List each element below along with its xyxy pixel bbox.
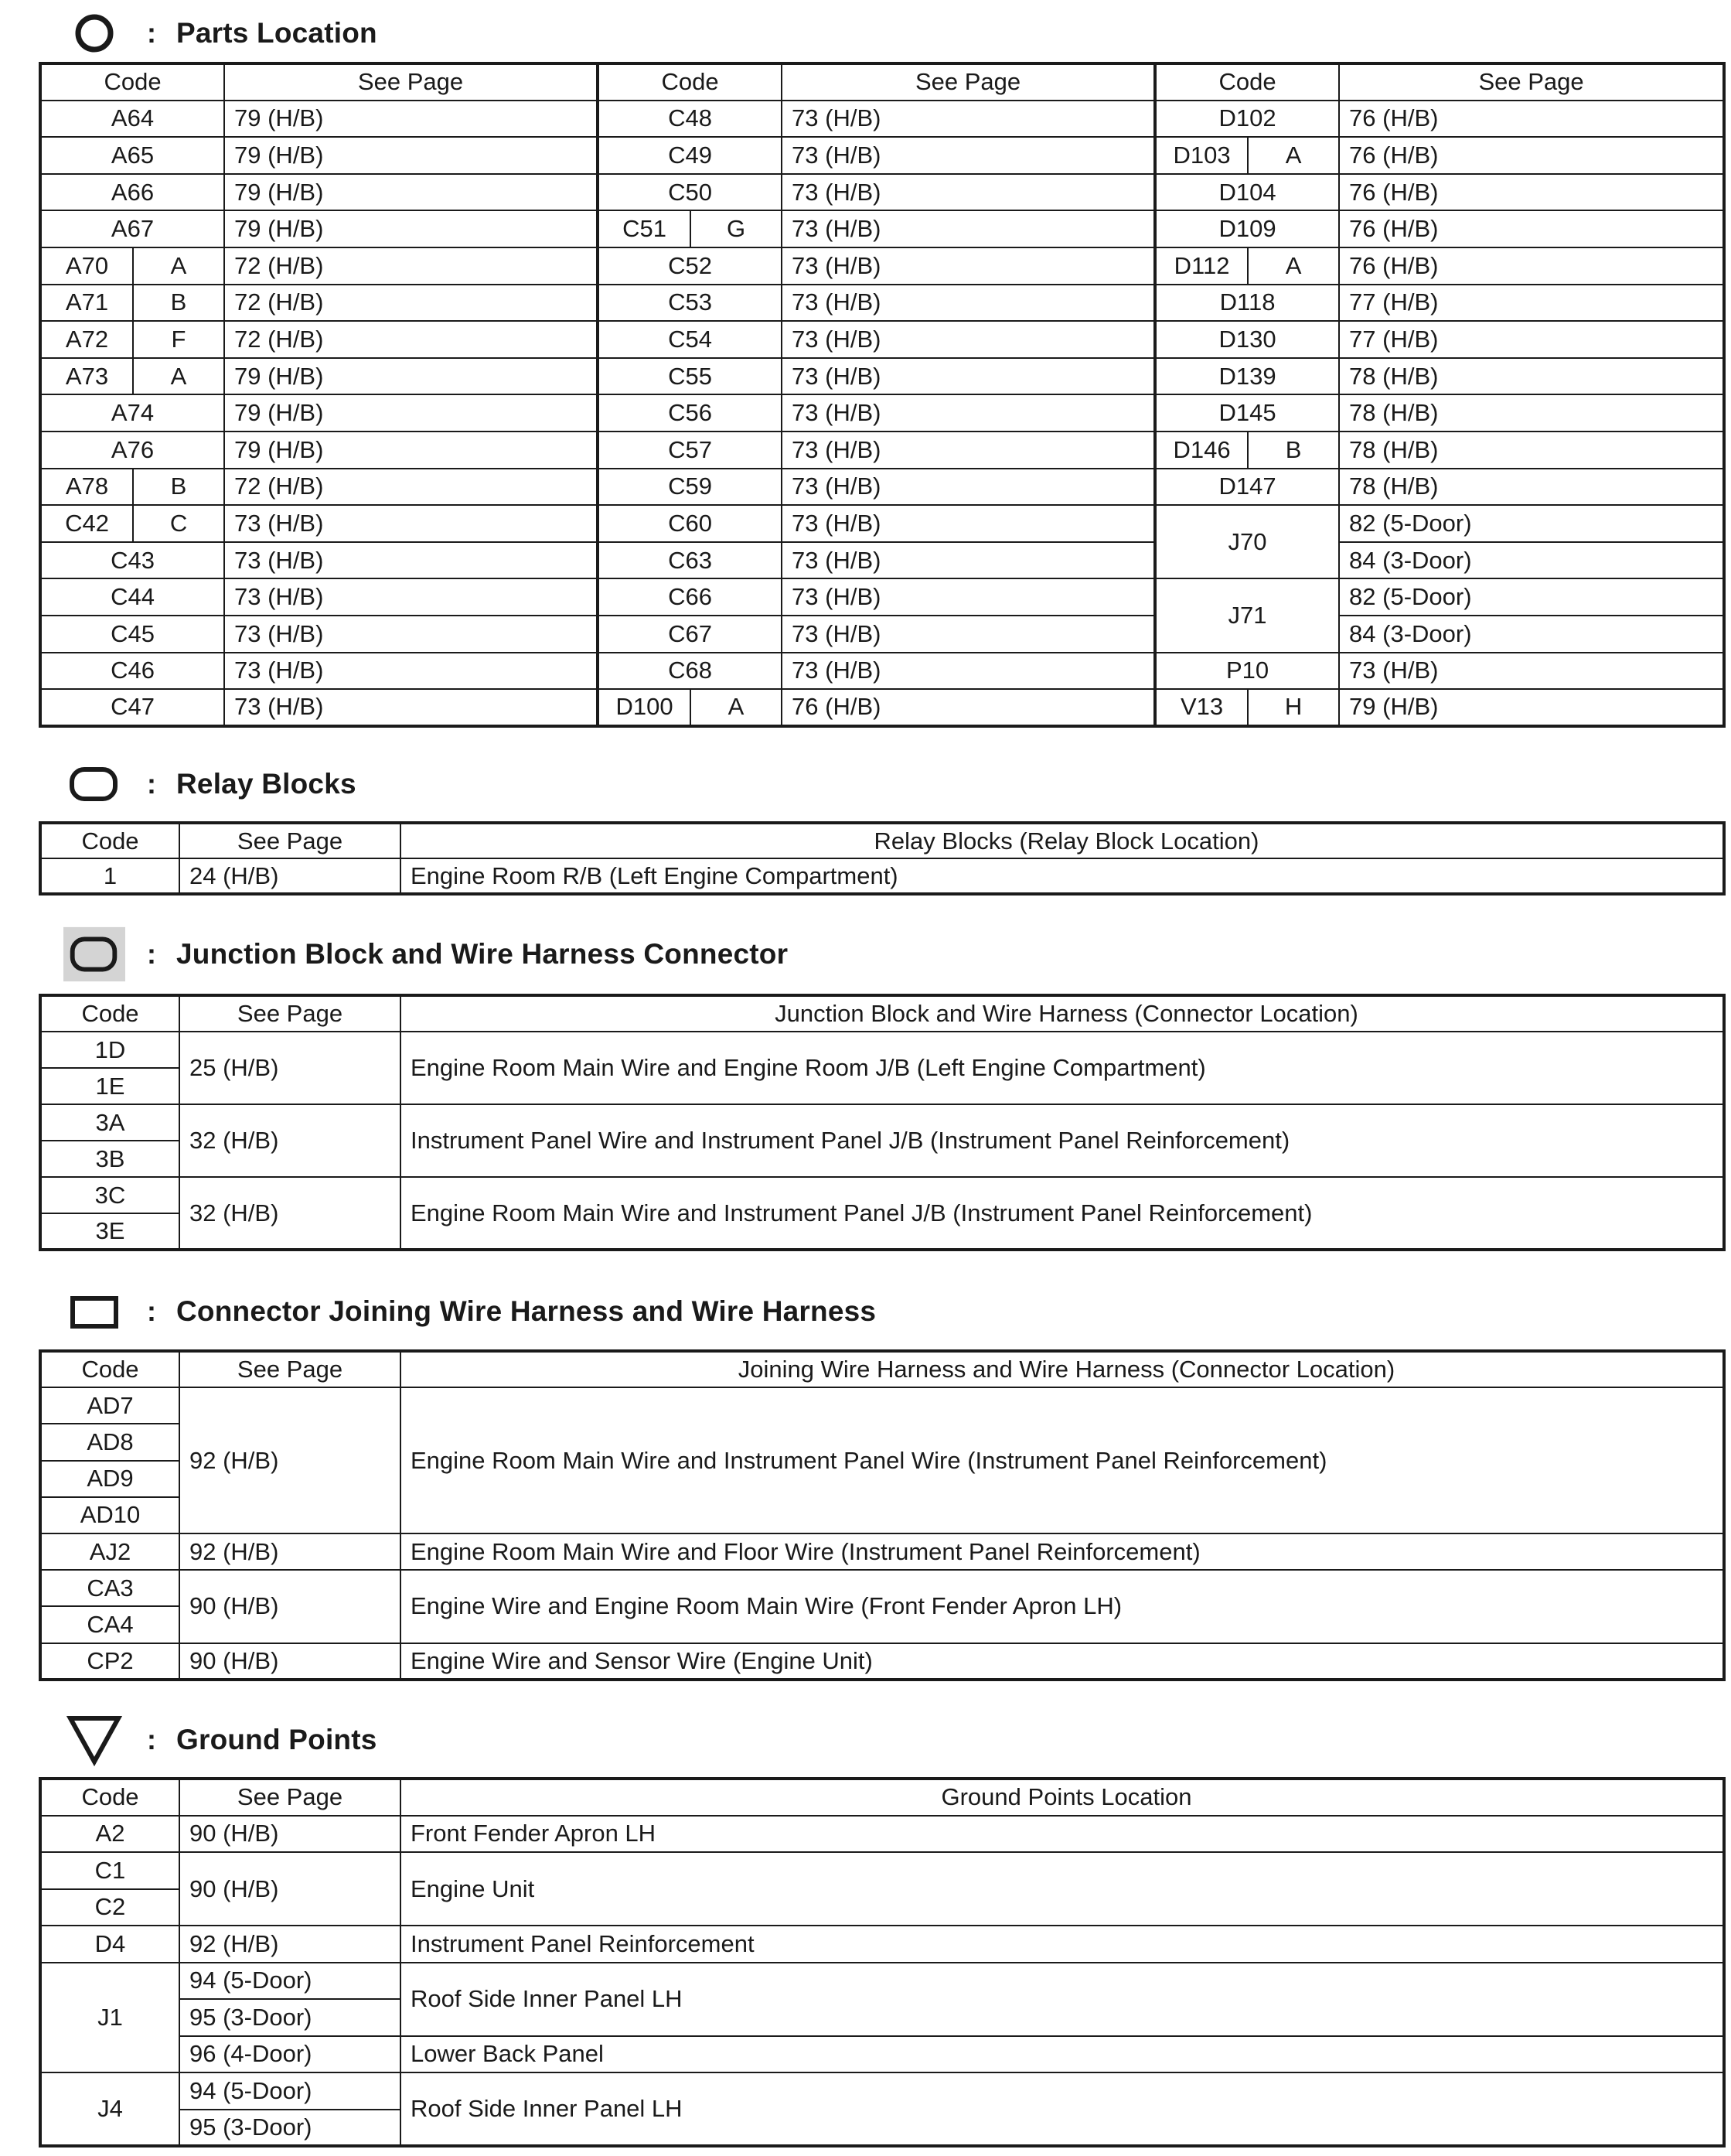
location-cell: Roof Side Inner Panel LH <box>400 2072 1724 2146</box>
see-page-cell: 72 (H/B) <box>224 321 598 358</box>
see-page-cell: 73 (H/B) <box>782 578 1155 616</box>
see-page-cell: 73 (H/B) <box>782 542 1155 579</box>
code-cell: C57 <box>598 432 782 469</box>
code-cell: D103 <box>1155 137 1248 174</box>
subcode-cell: A <box>690 689 782 726</box>
section-title: Junction Block and Wire Harness Connector <box>176 938 789 970</box>
code-cell: C49 <box>598 137 782 174</box>
table-row <box>40 505 1724 542</box>
code-cell: C63 <box>598 542 782 579</box>
see-page-cell: 73 (H/B) <box>782 285 1155 322</box>
column-header-code: Code <box>40 1779 179 1816</box>
table-row <box>40 469 1724 506</box>
code-cell: 3A <box>40 1104 179 1141</box>
subcode-cell: C <box>133 505 224 542</box>
code-cell: C68 <box>598 653 782 690</box>
code-cell: A71 <box>40 285 133 322</box>
code-cell: J1 <box>40 1963 179 2073</box>
see-page-cell: 73 (H/B) <box>1339 653 1724 690</box>
code-cell: A76 <box>40 432 224 469</box>
see-page-cell: 82 (5-Door) <box>1339 505 1724 542</box>
location-cell: Lower Back Panel <box>400 2036 1724 2073</box>
location-cell: Engine Wire and Engine Room Main Wire (Front Fender Apron LH) <box>400 1570 1724 1643</box>
see-page-cell: 76 (H/B) <box>782 689 1155 726</box>
code-cell: A66 <box>40 174 224 211</box>
code-cell: C1 <box>40 1852 179 1889</box>
code-cell: 1E <box>40 1068 179 1104</box>
see-page-cell: 79 (H/B) <box>224 394 598 432</box>
ground-points-header <box>63 1717 377 1763</box>
code-cell: D146 <box>1155 432 1248 469</box>
see-page-cell: 78 (H/B) <box>1339 394 1724 432</box>
table-row <box>40 285 1724 322</box>
ground-points-table <box>39 1777 1726 2147</box>
code-cell: D4 <box>40 1926 179 1963</box>
table-row <box>40 616 1724 653</box>
junction-block-header <box>63 931 788 977</box>
table-row <box>40 1104 1724 1141</box>
subcode-cell: A <box>1248 137 1339 174</box>
code-cell: AD8 <box>40 1424 179 1460</box>
see-page-cell: 73 (H/B) <box>224 616 598 653</box>
code-cell: D102 <box>1155 101 1339 138</box>
code-cell: C42 <box>40 505 133 542</box>
table-row <box>40 174 1724 211</box>
code-cell: C60 <box>598 505 782 542</box>
see-page-cell: 25 (H/B) <box>179 1032 400 1104</box>
code-cell: A64 <box>40 101 224 138</box>
code-cell: A78 <box>40 469 133 506</box>
see-page-cell: 77 (H/B) <box>1339 285 1724 322</box>
see-page-cell: 79 (H/B) <box>224 174 598 211</box>
see-page-cell: 73 (H/B) <box>782 247 1155 285</box>
code-cell: D112 <box>1155 247 1248 285</box>
see-page-cell: 73 (H/B) <box>782 505 1155 542</box>
code-cell: 3C <box>40 1177 179 1213</box>
subcode-cell: H <box>1248 689 1339 726</box>
column-header-location: Junction Block and Wire Harness (Connector Location) <box>400 995 1724 1032</box>
relay-blocks-header <box>63 761 356 807</box>
see-page-cell: 73 (H/B) <box>224 542 598 579</box>
section-colon: : <box>147 938 156 970</box>
code-cell: A70 <box>40 247 133 285</box>
code-cell: C46 <box>40 653 224 690</box>
see-page-cell: 73 (H/B) <box>782 469 1155 506</box>
location-cell: Engine Unit <box>400 1852 1724 1926</box>
code-cell: C43 <box>40 542 224 579</box>
code-cell: C55 <box>598 358 782 395</box>
relay-blocks-table <box>39 821 1726 895</box>
table-row <box>40 1963 1724 2000</box>
column-header-see-page: See Page <box>179 995 400 1032</box>
table-row <box>40 653 1724 690</box>
table-row <box>40 1643 1724 1680</box>
subcode-cell: B <box>133 469 224 506</box>
code-cell: CA4 <box>40 1606 179 1643</box>
see-page-cell: 72 (H/B) <box>224 469 598 506</box>
see-page-cell: 73 (H/B) <box>782 653 1155 690</box>
see-page-cell: 92 (H/B) <box>179 1926 400 1963</box>
column-header-see-page: See Page <box>179 1779 400 1816</box>
location-cell: Instrument Panel Reinforcement <box>400 1926 1724 1963</box>
see-page-cell: 76 (H/B) <box>1339 210 1724 247</box>
column-header-code: Code <box>40 995 179 1032</box>
table-row <box>40 1387 1724 1424</box>
column-header-see-page: See Page <box>1339 63 1724 101</box>
see-page-cell: 78 (H/B) <box>1339 358 1724 395</box>
see-page-cell: 78 (H/B) <box>1339 469 1724 506</box>
subcode-cell: A <box>133 247 224 285</box>
see-page-cell: 79 (H/B) <box>1339 689 1724 726</box>
see-page-cell: 84 (3-Door) <box>1339 542 1724 579</box>
code-cell: C50 <box>598 174 782 211</box>
column-header-code: Code <box>598 63 782 101</box>
table-row <box>40 432 1724 469</box>
see-page-cell: 73 (H/B) <box>782 137 1155 174</box>
location-cell: Instrument Panel Wire and Instrument Panel J/B (Instrument Panel Reinforcement) <box>400 1104 1724 1177</box>
see-page-cell: 73 (H/B) <box>224 505 598 542</box>
code-cell: 1 <box>40 858 179 894</box>
connector-joining-table <box>39 1349 1726 1681</box>
see-page-cell: 73 (H/B) <box>224 578 598 616</box>
table-row <box>40 321 1724 358</box>
table-row <box>40 247 1724 285</box>
code-cell: C56 <box>598 394 782 432</box>
table-row <box>40 210 1724 247</box>
parts-location-table <box>39 62 1726 728</box>
table-row <box>40 1570 1724 1606</box>
rectangle-icon <box>63 1288 125 1335</box>
subcode-cell: F <box>133 321 224 358</box>
code-cell: 3B <box>40 1141 179 1177</box>
column-header-see-page: See Page <box>179 1351 400 1387</box>
see-page-cell: 73 (H/B) <box>782 616 1155 653</box>
parts-location-header <box>63 10 377 56</box>
table-row <box>40 137 1724 174</box>
subcode-cell: B <box>133 285 224 322</box>
column-header-see-page: See Page <box>782 63 1155 101</box>
code-cell: C53 <box>598 285 782 322</box>
see-page-cell: 76 (H/B) <box>1339 247 1724 285</box>
rounded-rect-icon <box>63 761 125 807</box>
junction-block-table <box>39 994 1726 1251</box>
see-page-cell: 96 (4-Door) <box>179 2036 400 2073</box>
code-cell: C44 <box>40 578 224 616</box>
code-cell: C51 <box>598 210 690 247</box>
table-row <box>40 394 1724 432</box>
code-cell: D104 <box>1155 174 1339 211</box>
table-row <box>40 1177 1724 1213</box>
see-page-cell: 90 (H/B) <box>179 1643 400 1680</box>
see-page-cell: 79 (H/B) <box>224 137 598 174</box>
connector-joining-header <box>63 1288 876 1335</box>
code-cell: V13 <box>1155 689 1248 726</box>
section-title: Parts Location <box>176 17 377 49</box>
section-title: Connector Joining Wire Harness and Wire Harness <box>176 1295 877 1327</box>
section-colon: : <box>147 1724 156 1755</box>
code-cell: C54 <box>598 321 782 358</box>
see-page-cell: 76 (H/B) <box>1339 137 1724 174</box>
see-page-cell: 73 (H/B) <box>782 321 1155 358</box>
see-page-cell: 76 (H/B) <box>1339 174 1724 211</box>
see-page-cell: 24 (H/B) <box>179 858 400 894</box>
column-header-code: Code <box>40 1351 179 1387</box>
see-page-cell: 90 (H/B) <box>179 1816 400 1853</box>
table-row <box>40 689 1724 726</box>
column-header-code: Code <box>1155 63 1339 101</box>
location-cell: Engine Wire and Sensor Wire (Engine Unit) <box>400 1643 1724 1680</box>
see-page-cell: 77 (H/B) <box>1339 321 1724 358</box>
see-page-cell: 79 (H/B) <box>224 101 598 138</box>
see-page-cell: 78 (H/B) <box>1339 432 1724 469</box>
see-page-cell: 72 (H/B) <box>224 247 598 285</box>
column-header-code: Code <box>40 823 179 858</box>
code-cell: C59 <box>598 469 782 506</box>
see-page-cell: 73 (H/B) <box>224 689 598 726</box>
code-cell: D145 <box>1155 394 1339 432</box>
code-cell: D147 <box>1155 469 1339 506</box>
see-page-cell: 79 (H/B) <box>224 432 598 469</box>
code-cell: J70 <box>1155 505 1339 578</box>
see-page-cell: 82 (5-Door) <box>1339 578 1724 616</box>
see-page-cell: 73 (H/B) <box>224 653 598 690</box>
see-page-cell: 95 (3-Door) <box>179 2110 400 2147</box>
see-page-cell: 73 (H/B) <box>782 394 1155 432</box>
shaded-rounded-rect-icon <box>63 931 125 977</box>
table-row <box>40 101 1724 138</box>
code-cell: D100 <box>598 689 690 726</box>
see-page-cell: 79 (H/B) <box>224 210 598 247</box>
location-cell: Engine Room Main Wire and Floor Wire (Instrument Panel Reinforcement) <box>400 1533 1724 1570</box>
table-row <box>40 1816 1724 1853</box>
column-header-see-page: See Page <box>224 63 598 101</box>
code-cell: D109 <box>1155 210 1339 247</box>
see-page-cell: 72 (H/B) <box>224 285 598 322</box>
code-cell: 3E <box>40 1213 179 1250</box>
code-cell: C47 <box>40 689 224 726</box>
code-cell: CP2 <box>40 1643 179 1680</box>
see-page-cell: 32 (H/B) <box>179 1104 400 1177</box>
table-row <box>40 2036 1724 2073</box>
location-cell: Engine Room Main Wire and Engine Room J/B (Left Engine Compartment) <box>400 1032 1724 1104</box>
location-cell: Roof Side Inner Panel LH <box>400 1963 1724 2036</box>
code-cell: A65 <box>40 137 224 174</box>
see-page-cell: 79 (H/B) <box>224 358 598 395</box>
section-title: Relay Blocks <box>176 768 356 800</box>
column-header-location: Relay Blocks (Relay Block Location) <box>400 823 1724 858</box>
location-cell: Front Fender Apron LH <box>400 1816 1724 1853</box>
table-row <box>40 578 1724 616</box>
see-page-cell: 92 (H/B) <box>179 1387 400 1533</box>
code-cell: A2 <box>40 1816 179 1853</box>
see-page-cell: 73 (H/B) <box>782 101 1155 138</box>
code-cell: A72 <box>40 321 133 358</box>
code-cell: AJ2 <box>40 1533 179 1570</box>
see-page-cell: 94 (5-Door) <box>179 1963 400 2000</box>
code-cell: C67 <box>598 616 782 653</box>
subcode-cell: A <box>1248 247 1339 285</box>
column-header-location: Ground Points Location <box>400 1779 1724 1816</box>
see-page-cell: 90 (H/B) <box>179 1852 400 1926</box>
code-cell: C66 <box>598 578 782 616</box>
see-page-cell: 73 (H/B) <box>782 174 1155 211</box>
see-page-cell: 95 (3-Door) <box>179 1999 400 2036</box>
see-page-cell: 94 (5-Door) <box>179 2072 400 2110</box>
code-cell: AD10 <box>40 1497 179 1533</box>
table-row <box>40 1032 1724 1068</box>
subcode-cell: G <box>690 210 782 247</box>
code-cell: D139 <box>1155 358 1339 395</box>
code-cell: AD7 <box>40 1387 179 1424</box>
code-cell: C45 <box>40 616 224 653</box>
circle-icon <box>63 10 125 56</box>
code-cell: C48 <box>598 101 782 138</box>
see-page-cell: 73 (H/B) <box>782 210 1155 247</box>
see-page-cell: 76 (H/B) <box>1339 101 1724 138</box>
triangle-down-icon <box>63 1717 125 1763</box>
see-page-cell: 73 (H/B) <box>782 432 1155 469</box>
table-row <box>40 858 1724 894</box>
code-cell: A73 <box>40 358 133 395</box>
code-cell: J4 <box>40 2072 179 2146</box>
code-cell: CA3 <box>40 1570 179 1606</box>
see-page-cell: 92 (H/B) <box>179 1533 400 1570</box>
column-header-code: Code <box>40 63 224 101</box>
see-page-cell: 90 (H/B) <box>179 1570 400 1643</box>
location-cell: Engine Room Main Wire and Instrument Panel J/B (Instrument Panel Reinforcement) <box>400 1177 1724 1250</box>
subcode-cell: B <box>1248 432 1339 469</box>
section-colon: : <box>147 768 156 800</box>
table-row <box>40 1533 1724 1570</box>
column-header-location: Joining Wire Harness and Wire Harness (Connector Location) <box>400 1351 1724 1387</box>
location-cell: Engine Room Main Wire and Instrument Panel Wire (Instrument Panel Reinforcement) <box>400 1387 1724 1533</box>
table-row <box>40 1926 1724 1963</box>
table-row <box>40 358 1724 395</box>
section-colon: : <box>147 1295 156 1327</box>
code-cell: A67 <box>40 210 224 247</box>
code-cell: AD9 <box>40 1461 179 1497</box>
table-row <box>40 1852 1724 1889</box>
section-colon: : <box>147 17 156 49</box>
code-cell: A74 <box>40 394 224 432</box>
code-cell: C52 <box>598 247 782 285</box>
subcode-cell: A <box>133 358 224 395</box>
column-header-see-page: See Page <box>179 823 400 858</box>
see-page-cell: 73 (H/B) <box>782 358 1155 395</box>
code-cell: P10 <box>1155 653 1339 690</box>
code-cell: C2 <box>40 1889 179 1926</box>
location-cell: Engine Room R/B (Left Engine Compartment) <box>400 858 1724 894</box>
table-row <box>40 542 1724 579</box>
code-cell: J71 <box>1155 578 1339 652</box>
table-row <box>40 2072 1724 2110</box>
see-page-cell: 84 (3-Door) <box>1339 616 1724 653</box>
code-cell: D118 <box>1155 285 1339 322</box>
section-title: Ground Points <box>176 1724 377 1755</box>
code-cell: D130 <box>1155 321 1339 358</box>
code-cell: 1D <box>40 1032 179 1068</box>
see-page-cell: 32 (H/B) <box>179 1177 400 1250</box>
